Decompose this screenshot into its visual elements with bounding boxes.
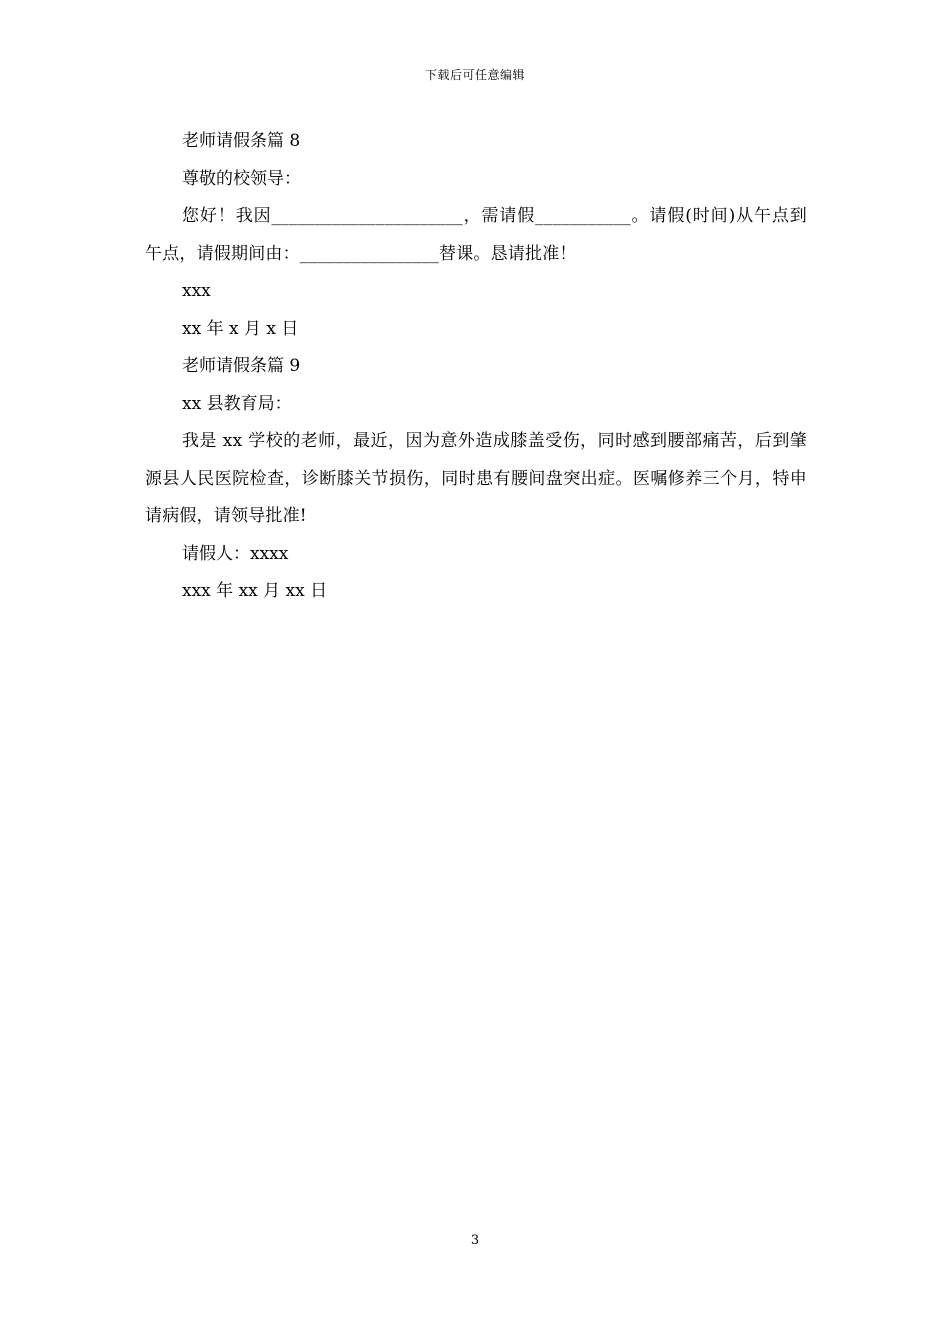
signature-9: 请假人：xxxx — [182, 543, 289, 564]
date-9: xxx 年 xx 月 xx 日 — [182, 581, 328, 601]
signature-8: xxx — [182, 281, 211, 301]
salutation-9: xx 县教育局： — [182, 393, 292, 414]
page-number: 3 — [470, 1233, 480, 1248]
leave-note-body-8: 您好！我因______________________，需请假___________。请假(时间)从午点到午点，请假期间由：________________替课。恳请批准！ — [145, 206, 807, 264]
salutation-8: 尊敬的校领导： — [182, 168, 301, 189]
leave-note-title-9: 老师请假条篇 9 — [182, 356, 301, 376]
document-body — [145, 123, 807, 611]
date-8: xx 年 x 月 x 日 — [182, 318, 299, 339]
leave-note-title-8: 老师请假条篇 8 — [182, 131, 301, 151]
page-header: 下载后可任意编辑 — [424, 68, 525, 82]
leave-note-body-9: 我是 xx 学校的老师，最近，因为意外造成膝盖受伤，同时感到腰部痛苦，后到肇源县人民医院检查，诊断膝关节损伤，同时患有腰间盘突出症。医嘱修养三个月，特申请病假，请领导批准! — [145, 431, 807, 526]
